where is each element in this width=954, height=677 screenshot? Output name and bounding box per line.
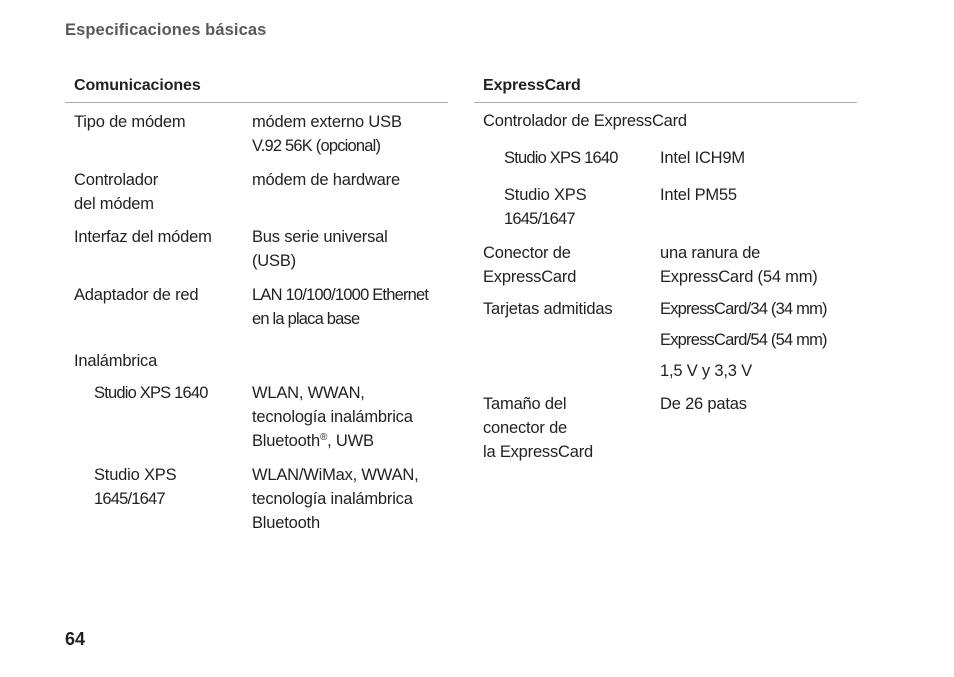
wireless-1640-value-line1: WLAN, WWAN,: [252, 384, 365, 402]
communications-title: Comunicaciones: [74, 77, 201, 94]
wireless-label: Inalámbrica: [74, 352, 158, 370]
expresscard-connector-label-line1: Conector de: [483, 244, 571, 262]
wireless-1645-value-line2: tecnología inalámbrica: [252, 490, 413, 508]
modem-type-value-line2: V.92 56K (opcional): [252, 137, 381, 155]
supported-cards-value-line2: ExpressCard/54 (54 mm): [660, 331, 827, 349]
expresscard-controller-1645-value: Intel PM55: [660, 186, 737, 204]
modem-controller-label-line1: Controlador: [74, 171, 159, 189]
modem-type-value-line1: módem externo USB: [252, 113, 402, 131]
uwb-text: , UWB: [327, 432, 374, 450]
registered-mark: ®: [319, 432, 328, 443]
communications-divider: [65, 102, 448, 103]
expresscard-divider: [474, 102, 857, 103]
bluetooth-text: Bluetooth: [252, 432, 320, 450]
wireless-1640-label: Studio XPS 1640: [94, 384, 208, 402]
page-number: 64: [65, 629, 86, 649]
connector-size-label-line3: la ExpressCard: [483, 443, 593, 461]
expresscard-controller-label: Controlador de ExpressCard: [483, 112, 687, 130]
modem-interface-value-line1: Bus serie universal: [252, 228, 388, 246]
expresscard-title: ExpressCard: [483, 77, 581, 94]
modem-controller-value: módem de hardware: [252, 171, 400, 189]
expresscard-controller-1640-label: Studio XPS 1640: [504, 149, 618, 167]
wireless-1645-value-line3: Bluetooth: [252, 514, 320, 532]
network-adapter-value-line2: en la placa base: [252, 310, 360, 328]
wireless-1645-value-line1: WLAN/WiMax, WWAN,: [252, 466, 419, 484]
page-header: Especificaciones básicas: [65, 21, 267, 39]
network-adapter-label: Adaptador de red: [74, 286, 199, 304]
modem-interface-value-line2: (USB): [252, 252, 296, 270]
network-adapter-value-line1: LAN 10/100/1000 Ethernet: [252, 286, 429, 304]
modem-controller-label-line2: del módem: [74, 195, 154, 213]
connector-size-label-line1: Tamaño del: [483, 395, 567, 413]
expresscard-controller-1640-value: Intel ICH9M: [660, 149, 745, 167]
expresscard-connector-label-line2: ExpressCard: [483, 268, 577, 286]
modem-type-label: Tipo de módem: [74, 113, 186, 131]
supported-cards-label: Tarjetas admitidas: [483, 300, 613, 318]
wireless-1640-value-line3: [252, 429, 374, 453]
wireless-1645-label-line2: 1645/1647: [94, 490, 165, 508]
expresscard-controller-1645-label-line2: 1645/1647: [504, 210, 575, 228]
expresscard-controller-1645-label-line1: Studio XPS: [504, 186, 587, 204]
expresscard-connector-value-line2: ExpressCard (54 mm): [660, 268, 818, 286]
wireless-1640-value-line2: tecnología inalámbrica: [252, 408, 413, 426]
supported-cards-value-line3: 1,5 V y 3,3 V: [660, 362, 752, 380]
wireless-1645-label-line1: Studio XPS: [94, 466, 177, 484]
supported-cards-value-line1: ExpressCard/34 (34 mm): [660, 300, 827, 318]
connector-size-value: De 26 patas: [660, 395, 747, 413]
connector-size-label-line2: conector de: [483, 419, 568, 437]
expresscard-connector-value-line1: una ranura de: [660, 244, 761, 262]
modem-interface-label: Interfaz del módem: [74, 228, 212, 246]
